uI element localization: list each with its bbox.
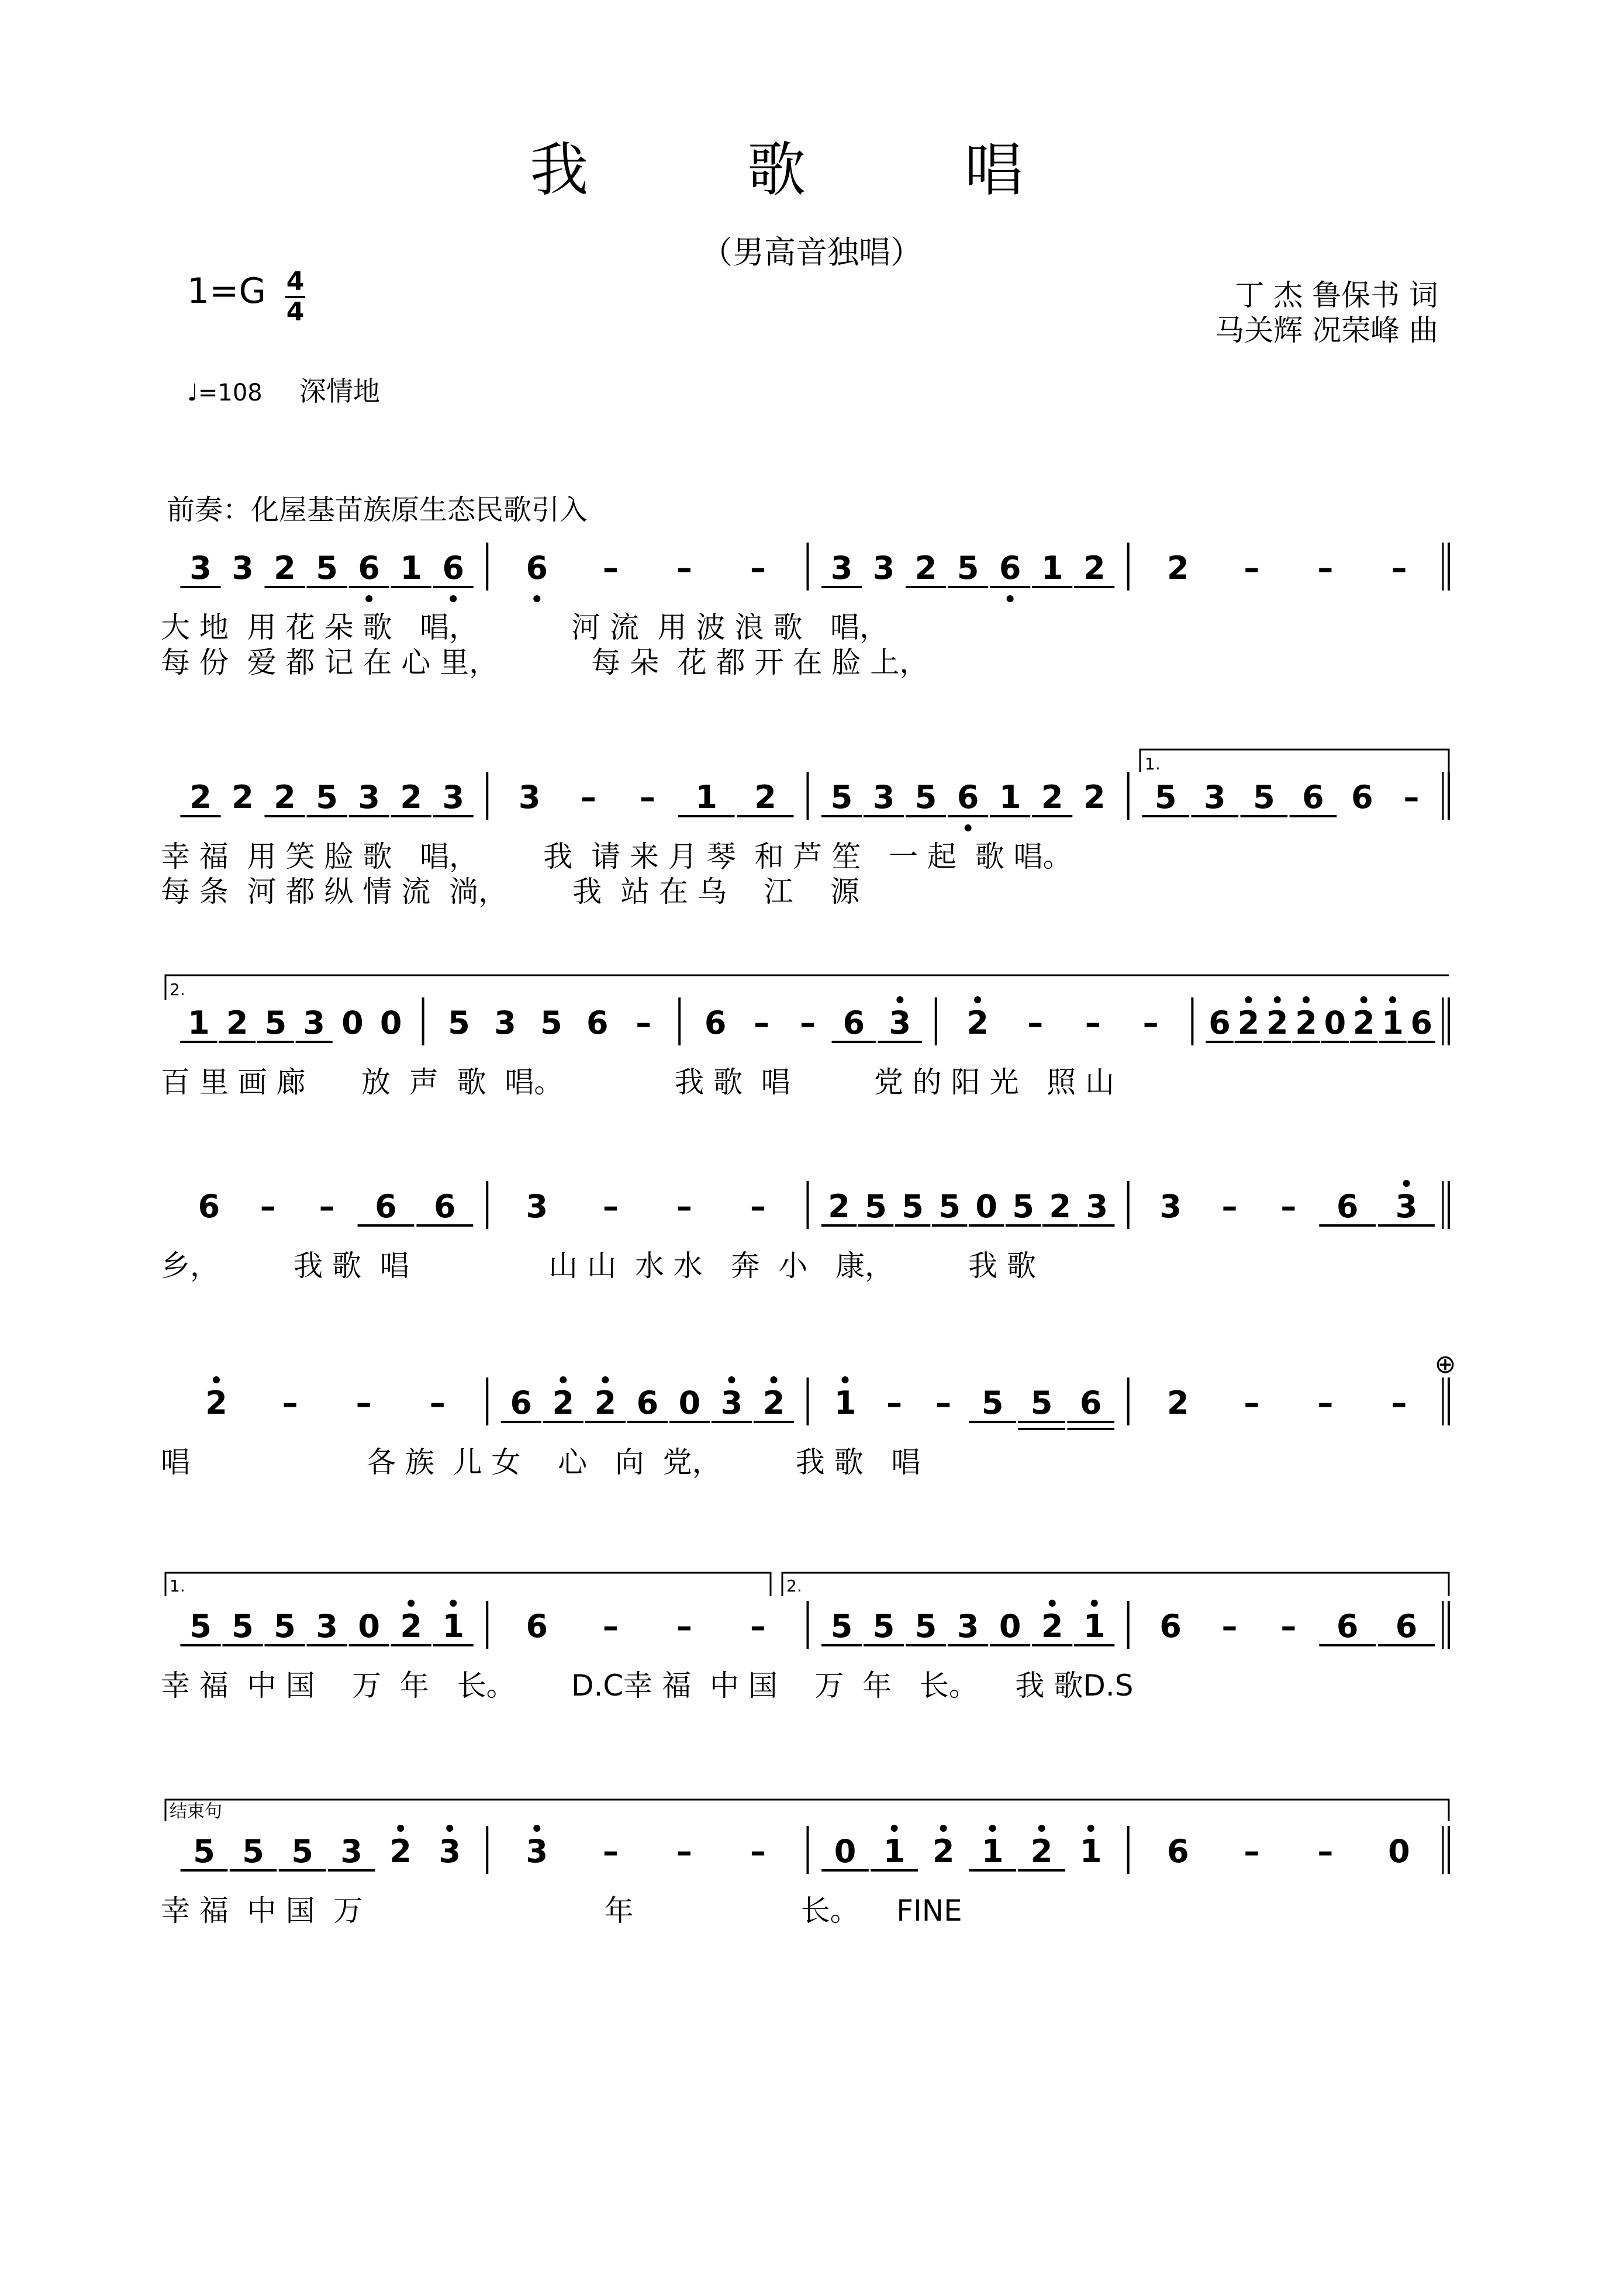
music-system [161, 1825, 1449, 1928]
note: – [602, 1833, 619, 1870]
octave-dot-high [891, 1825, 898, 1832]
note: 5 [448, 1004, 470, 1041]
note: 2 [1041, 779, 1063, 816]
note: 2 [389, 1833, 412, 1870]
note: – [676, 1608, 692, 1645]
note: 2 [400, 779, 422, 816]
note: 1 [999, 779, 1021, 816]
note: 2 [762, 1384, 785, 1421]
note: 3 [340, 1833, 362, 1870]
note: 5 [1253, 779, 1275, 816]
note: – [602, 1608, 619, 1645]
note: 2 [1166, 1384, 1189, 1421]
note: 3 [526, 1188, 548, 1225]
note: 2 [552, 1384, 575, 1421]
note: 1 [1079, 1833, 1102, 1870]
note: 3 [442, 779, 465, 816]
note: 5 [316, 779, 338, 816]
lyric-line: 唱 各 族 儿 女 心 向 党， 我 歌 唱 [161, 1445, 921, 1479]
note: – [1403, 779, 1420, 816]
note: 6 [442, 550, 465, 586]
lyric-line: 每 份 爱 都 记 在 心 里， 每 朵 花 都 开 在 脸 上， [161, 645, 929, 679]
music-system [161, 1180, 1449, 1283]
note: 6 [842, 1004, 865, 1041]
octave-dot-low [1007, 595, 1014, 602]
octave-dot-high [728, 1376, 735, 1383]
note: 2 [1266, 1004, 1289, 1041]
note: 1 [188, 1004, 210, 1041]
note: – [676, 1188, 692, 1225]
note: 2 [274, 779, 296, 816]
note: – [800, 1004, 816, 1041]
octave-dot-high [1087, 1825, 1094, 1832]
note: 2 [1041, 1608, 1063, 1645]
octave-dot-low [450, 595, 457, 602]
prelude-note: 前奏：化屋基苗族原生态民歌引入 [167, 493, 588, 526]
note: 2 [914, 550, 937, 586]
music-system [161, 996, 1449, 1099]
note: 6 [526, 1608, 548, 1645]
note: 6 [375, 1188, 397, 1225]
note: 3 [872, 779, 895, 816]
note: 2 [189, 779, 212, 816]
music-system [161, 1376, 1449, 1479]
note: 5 [865, 1188, 887, 1225]
note: – [1221, 1608, 1238, 1645]
note: 5 [193, 1833, 215, 1870]
octave-dot-high [1038, 1825, 1045, 1832]
note: 5 [830, 779, 853, 816]
lyric-line: 每 条 河 都 纵 情 流 淌， 我 站 在 乌 江 源 [161, 875, 860, 909]
octave-dot-high [1274, 996, 1281, 1003]
octave-dot-high [408, 1600, 415, 1607]
note: 5 [1154, 779, 1177, 816]
note: 2 [274, 550, 296, 586]
note: 1 [981, 1833, 1004, 1870]
music-system [161, 1600, 1449, 1703]
note: – [1317, 1384, 1334, 1421]
note: 3 [494, 1004, 516, 1041]
note: 6 [1410, 1004, 1433, 1041]
volta-bracket-second-system3 [165, 975, 1449, 1000]
note: 3 [358, 779, 380, 816]
note: – [935, 1384, 952, 1421]
note: 2 [400, 1608, 422, 1645]
lyric-line: 幸 福 中 国 万 年 长。 D.C幸 福 中 国 万 年 长。 我 歌D.S [161, 1669, 1134, 1703]
lyric-line: 百 里 画 廊 放 声 歌 唱。 我 歌 唱 党 的 阳 光 照 山 [161, 1065, 1115, 1099]
lyric-line: 大 地 用 花 朵 歌 唱， 河 流 用 波 浪 歌 唱， [161, 610, 889, 644]
note: 6 [434, 1188, 456, 1225]
note: – [581, 779, 597, 816]
note: – [636, 1004, 652, 1041]
note: 3 [889, 1004, 911, 1041]
note: 2 [1295, 1004, 1317, 1041]
note: 0 [379, 1004, 402, 1041]
note: 1 [695, 779, 718, 816]
note: 3 [526, 1833, 548, 1870]
volta-bracket-second-system6 [782, 1573, 1449, 1596]
note: – [1244, 1384, 1260, 1421]
song-subtitle: （男高音独唱） [701, 234, 922, 271]
octave-dot-high [940, 1825, 947, 1832]
note: – [676, 550, 692, 586]
note: – [750, 1833, 766, 1870]
note: 1 [1041, 550, 1063, 586]
note: 5 [872, 1608, 895, 1645]
octave-dot-high [1245, 996, 1252, 1003]
note: 5 [232, 1608, 254, 1645]
note: 5 [902, 1188, 924, 1225]
note: 5 [1030, 1384, 1053, 1421]
note: 0 [678, 1384, 701, 1421]
note: 6 [999, 550, 1021, 586]
octave-dot-high [533, 1825, 540, 1832]
note: 2 [1083, 779, 1106, 816]
note: 2 [966, 1004, 989, 1041]
note: – [1027, 1004, 1044, 1041]
song-title: 我 歌 唱 [530, 136, 1093, 204]
volta-label: 2. [170, 980, 185, 999]
octave-dot-high [1049, 1600, 1056, 1607]
note: – [1244, 550, 1260, 586]
octave-dot-high [397, 1825, 404, 1832]
note: 1 [1083, 1608, 1106, 1645]
note: 6 [1336, 1608, 1359, 1645]
note: 2 [1049, 1188, 1071, 1225]
note: 2 [594, 1384, 617, 1421]
note: 6 [1395, 1608, 1418, 1645]
note: – [750, 550, 766, 586]
note: 3 [189, 550, 212, 586]
volta-bracket-first-system2 [1140, 750, 1449, 774]
note: – [750, 1608, 766, 1645]
note: – [1142, 1004, 1159, 1041]
note: 3 [872, 550, 895, 586]
music-system [161, 772, 1449, 909]
octave-dot-high [560, 1376, 567, 1383]
time-signature-bottom: 4 [286, 297, 305, 327]
note: – [754, 1004, 770, 1041]
note: 1 [1382, 1004, 1404, 1041]
note: 5 [264, 1004, 287, 1041]
note: 3 [438, 1833, 461, 1870]
note: 5 [316, 550, 338, 586]
note: 2 [828, 1188, 850, 1225]
segno-mark: ⊕ [1434, 1349, 1456, 1379]
note: 6 [1351, 779, 1373, 816]
note: – [602, 550, 619, 586]
volta-label: 1. [170, 1576, 185, 1596]
note: 2 [205, 1384, 227, 1421]
note: 6 [1302, 779, 1324, 816]
coda-bracket [165, 1800, 1449, 1822]
note: 6 [198, 1188, 220, 1225]
note: 5 [938, 1188, 961, 1225]
note: 5 [291, 1833, 313, 1870]
note: – [1317, 550, 1334, 586]
volta-label: 2. [786, 1576, 802, 1596]
note: 3 [720, 1384, 743, 1421]
note: 5 [914, 1608, 937, 1645]
note: – [1085, 1004, 1101, 1041]
note: – [1280, 1188, 1297, 1225]
note: – [429, 1384, 446, 1421]
note: 0 [341, 1004, 364, 1041]
note: 2 [1166, 550, 1189, 586]
note: – [282, 1384, 298, 1421]
note: 6 [1079, 1384, 1102, 1421]
octave-dot-high [1303, 996, 1310, 1003]
note: – [319, 1188, 335, 1225]
note: – [886, 1384, 903, 1421]
octave-dot-high [770, 1376, 777, 1383]
note: 6 [526, 550, 548, 586]
note: – [1244, 1833, 1260, 1870]
octave-dot-low [965, 824, 972, 831]
octave-dot-high [446, 1825, 453, 1832]
key-signature: 1=G [187, 271, 266, 312]
note: 6 [1166, 1833, 1189, 1870]
octave-dot-high [989, 1825, 996, 1832]
note: 6 [586, 1004, 609, 1041]
octave-dot-high [1389, 996, 1396, 1003]
note: – [750, 1188, 766, 1225]
note: 3 [232, 550, 254, 586]
note: 0 [999, 1608, 1021, 1645]
note: 6 [358, 550, 380, 586]
note: – [1221, 1188, 1238, 1225]
volta-bracket-first-system6 [165, 1573, 771, 1596]
note: 5 [540, 1004, 562, 1041]
octave-dot-high [842, 1376, 849, 1383]
note: 3 [303, 1004, 325, 1041]
note: 3 [830, 550, 853, 586]
note: 6 [510, 1384, 533, 1421]
note: 2 [1352, 1004, 1375, 1041]
note: 2 [932, 1833, 955, 1870]
note: 6 [956, 779, 979, 816]
octave-dot-high [213, 1376, 220, 1383]
note: 3 [956, 1608, 979, 1645]
note: – [260, 1188, 276, 1225]
octave-dot-high [974, 996, 981, 1003]
coda-label: 结束句 [170, 1801, 222, 1822]
note: 3 [316, 1608, 338, 1645]
note: – [602, 1188, 619, 1225]
note: 3 [1159, 1188, 1182, 1225]
note: 2 [226, 1004, 248, 1041]
note: 6 [1336, 1188, 1359, 1225]
octave-dot-low [533, 595, 540, 602]
lyricist-credit: 丁 杰 鲁保书 词 [1235, 278, 1438, 312]
note: 3 [1204, 779, 1226, 816]
note: 0 [1388, 1833, 1410, 1870]
note: 2 [1237, 1004, 1260, 1041]
note: – [676, 1833, 692, 1870]
composer-credit: 马关辉 况荣峰 曲 [1215, 313, 1438, 347]
time-signature-top: 4 [286, 267, 305, 296]
note: – [355, 1384, 372, 1421]
octave-dot-high [1360, 996, 1368, 1003]
note: 5 [1012, 1188, 1034, 1225]
music-system [161, 543, 1449, 679]
note: 3 [1086, 1188, 1109, 1225]
note: 1 [442, 1608, 465, 1645]
note: – [1391, 550, 1407, 586]
note: – [1391, 1384, 1407, 1421]
note: 6 [1208, 1004, 1231, 1041]
note: 3 [1395, 1188, 1418, 1225]
tempo-marking: ♩=108 [187, 379, 263, 406]
note: 0 [358, 1608, 380, 1645]
lyric-line: 乡， 我 歌 唱 山 山 水 水 奔 小 康， 我 歌 [161, 1249, 1036, 1283]
note: 1 [834, 1384, 857, 1421]
note: 5 [189, 1608, 212, 1645]
octave-dot-high [450, 1600, 457, 1607]
octave-dot-high [1091, 1600, 1098, 1607]
note: 2 [1030, 1833, 1053, 1870]
octave-dot-high [602, 1376, 609, 1383]
octave-dot-low [365, 595, 372, 602]
note: 2 [1083, 550, 1106, 586]
note: – [1317, 1833, 1334, 1870]
note: 5 [981, 1384, 1004, 1421]
note: – [639, 779, 655, 816]
note: 5 [956, 550, 979, 586]
note: 6 [704, 1004, 727, 1041]
note: 6 [636, 1384, 659, 1421]
note: 3 [518, 779, 541, 816]
note: 2 [232, 779, 254, 816]
octave-dot-high [896, 996, 903, 1003]
note: 2 [754, 779, 776, 816]
note: 1 [883, 1833, 906, 1870]
lyric-line: 幸 福 中 国 万 年 长。 FINE [161, 1894, 962, 1928]
note: 0 [834, 1833, 857, 1870]
note: 0 [975, 1188, 997, 1225]
volta-label: 1. [1145, 754, 1161, 774]
note: 5 [914, 779, 937, 816]
note: 5 [274, 1608, 296, 1645]
note: 0 [1324, 1004, 1346, 1041]
note: 5 [242, 1833, 264, 1870]
note: – [1280, 1608, 1297, 1645]
lyric-line: 幸 福 用 笑 脸 歌 唱， 我 请 来 月 琴 和 芦 笙 一 起 歌 唱。 [161, 840, 1072, 873]
octave-dot-high [1403, 1180, 1410, 1187]
note: 1 [400, 550, 422, 586]
tempo-expression: 深情地 [299, 375, 380, 407]
note: 6 [1159, 1608, 1182, 1645]
note: 5 [830, 1608, 853, 1645]
